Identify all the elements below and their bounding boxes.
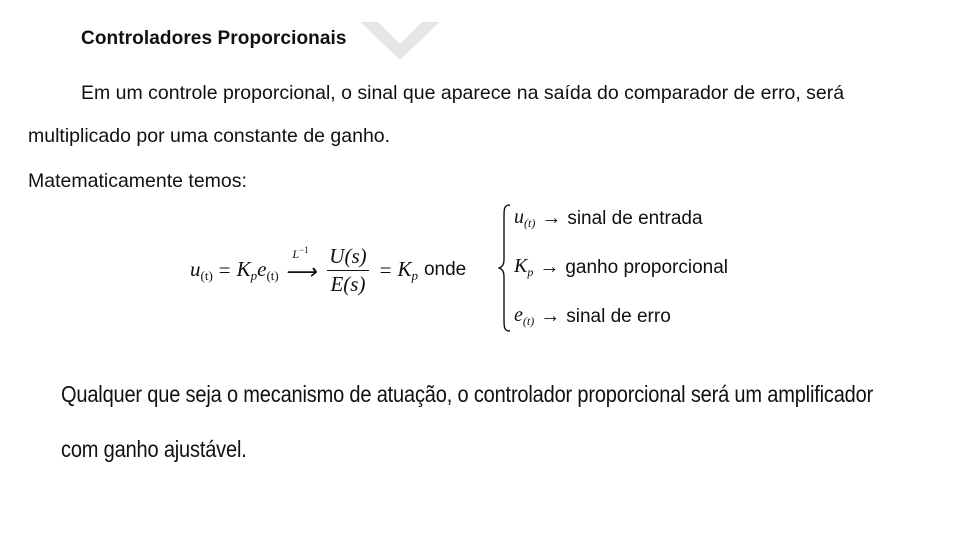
definition-row xyxy=(514,304,671,329)
definition-row xyxy=(514,206,703,231)
eq-u-symbol: $u_{(t)}$ xyxy=(190,256,213,283)
def-symbol: $e_{(t)}$ xyxy=(514,304,535,328)
eq-equals-2: = xyxy=(379,257,392,282)
def-symbol: $u_{(t)}$ xyxy=(514,206,536,230)
proportional-equation xyxy=(190,240,466,300)
closing-line-2: com ganho ajustável. xyxy=(61,436,247,462)
transfer-fraction xyxy=(327,245,368,294)
curly-brace xyxy=(498,203,514,333)
laplace-arrow: $L^{-1}$ ⟶ xyxy=(284,244,317,284)
closing-line-1: Qualquer que seja o mecanismo de atuação, o controlador proporcional será um amplificador xyxy=(61,381,874,407)
fraction-denominator: E(s) xyxy=(330,271,366,296)
intro-text: Matematicamente temos: xyxy=(28,170,247,192)
fraction-numerator: U(s) xyxy=(327,245,368,270)
definition-row xyxy=(514,255,728,280)
paragraph-line-2: multiplicado por uma constante de ganho. xyxy=(28,125,391,147)
arrow-icon: → xyxy=(540,305,561,327)
arrow-icon: → xyxy=(539,256,560,278)
def-text: sinal de erro xyxy=(566,305,671,327)
eq-kp-result: $K_p$ xyxy=(397,256,418,283)
onde-word: onde xyxy=(423,259,467,280)
paragraph-line-1: Em um controle proporcional, o sinal que aparece na saída do comparador de erro, será xyxy=(81,82,845,104)
def-text: ganho proporcional xyxy=(565,256,729,278)
def-text: sinal de entrada xyxy=(567,207,703,229)
eq-e-symbol: $e_{(t)}$ xyxy=(257,256,279,283)
eq-equals-1: = xyxy=(218,257,231,282)
section-heading: Controladores Proporcionais xyxy=(81,28,347,49)
watermark-chevron-icon xyxy=(360,18,440,62)
def-symbol: $K_p$ xyxy=(514,255,534,279)
eq-kp-symbol: $K_p$ xyxy=(236,256,258,283)
arrow-icon: → xyxy=(541,207,562,229)
